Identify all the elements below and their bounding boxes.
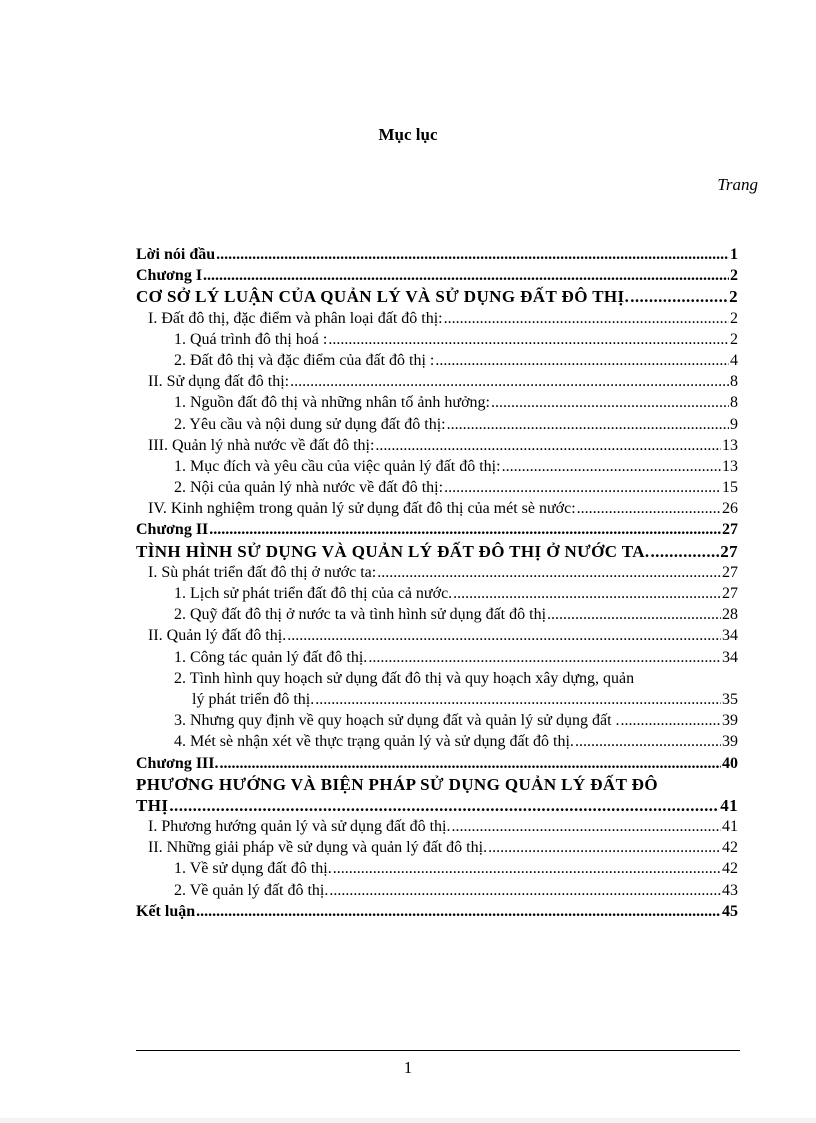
page-number: 1 <box>403 1058 413 1077</box>
toc-entry-chapter-3-title-continued[interactable] <box>136 795 738 816</box>
dot-leader <box>287 625 721 646</box>
toc-entry-subsection[interactable] <box>136 392 738 413</box>
toc-entry-label: 2. Yêu cầu và nội dung sử dụng đất đô thị: <box>174 415 446 433</box>
toc-entry-intro[interactable] <box>136 244 738 265</box>
dot-leader <box>328 329 729 350</box>
dot-leader <box>209 519 721 540</box>
toc-entry-page: 43 <box>722 881 738 899</box>
toc-entry-subsection[interactable] <box>136 668 738 689</box>
toc-entry-label: 4. Mét sè nhận xét về thực trạng quản lý và sử dụng đất đô thị. <box>174 733 574 751</box>
dot-leader <box>447 414 729 435</box>
dot-leader <box>621 710 721 731</box>
dot-leader <box>547 604 721 625</box>
toc-entry-page: 34 <box>722 627 738 645</box>
toc-entry-page: 42 <box>722 860 738 878</box>
toc-entry-conclusion[interactable] <box>136 901 738 922</box>
dot-leader <box>375 435 721 456</box>
toc-entry-page: 27 <box>720 541 738 561</box>
toc-entry-label: 1. Nguồn đất đô thị và những nhân tố ảnh hưởng: <box>174 394 490 412</box>
toc-entry-label: Chương III. <box>136 754 219 772</box>
dot-leader <box>444 477 721 498</box>
toc-entry-page: 27 <box>722 521 738 539</box>
dot-leader <box>630 286 728 307</box>
dot-leader <box>196 901 721 922</box>
toc-entry-label: 2. Nội của quản lý nhà nước về đất đô thị: <box>174 479 444 497</box>
toc-entry-subsection[interactable] <box>136 731 738 752</box>
toc-entry-page: 41 <box>722 818 738 836</box>
toc-entry-page: 42 <box>722 839 738 857</box>
toc-entry-page: 26 <box>722 500 738 518</box>
toc-entry-page: 2 <box>730 309 738 327</box>
toc-entry-label: II. Quản lý đất đô thị. <box>148 627 287 645</box>
footer-divider <box>136 1050 740 1051</box>
toc-entry-section[interactable] <box>136 371 738 392</box>
toc-entry-label: II. Những giải pháp về sử dụng và quản lý đất đô thị. <box>148 839 488 857</box>
toc-entry-section[interactable] <box>136 625 738 646</box>
toc-entry-label: 2. Đất đô thị và đặc điểm của đất đô thị : <box>174 351 435 369</box>
dot-leader <box>435 350 729 371</box>
page-column-label: Trang <box>717 175 758 194</box>
toc-entry-page: 15 <box>722 479 738 497</box>
toc-entry-subsection[interactable] <box>136 604 738 625</box>
dot-leader <box>651 541 720 562</box>
dot-leader <box>169 795 719 816</box>
page-title: Mục lục <box>378 125 438 144</box>
toc-entry-label: CƠ SỞ LÝ LUẬN CỦA QUẢN LÝ VÀ SỬ DỤNG ĐẤT ĐÔ THỊ. <box>136 287 630 307</box>
toc-entry-subsection[interactable] <box>136 414 738 435</box>
page-bottom-edge <box>0 1118 816 1123</box>
dot-leader <box>491 392 729 413</box>
toc-entry-subsection[interactable] <box>136 858 738 879</box>
toc-entry-page: 2 <box>730 267 738 285</box>
table-of-contents <box>136 244 738 922</box>
toc-entry-page: 41 <box>720 795 738 815</box>
toc-entry-subsection[interactable] <box>136 583 738 604</box>
toc-entry-page: 1 <box>730 246 738 263</box>
toc-entry-chapter-1[interactable] <box>136 265 738 286</box>
toc-entry-section[interactable] <box>136 562 738 583</box>
toc-entry-chapter-3[interactable] <box>136 753 738 774</box>
toc-entry-label: IV. Kinh nghiệm trong quản lý sử dụng đất đô thị của mét sè nước: <box>148 500 576 518</box>
toc-entry-subsection[interactable] <box>136 350 738 371</box>
dot-leader <box>203 265 729 286</box>
toc-entry-page: 39 <box>722 712 738 730</box>
toc-entry-page: 8 <box>730 373 738 391</box>
dot-leader <box>315 689 721 710</box>
toc-entry-subsection[interactable] <box>136 329 738 350</box>
toc-entry-label: II. Sử dụng đất đô thị: <box>148 373 290 391</box>
dot-leader <box>368 647 721 668</box>
toc-entry-label: 2. Quỹ đất đô thị ở nước ta và tình hình sử dụng đất đô thị <box>174 606 547 624</box>
toc-entry-chapter-3-title[interactable] <box>136 774 738 795</box>
toc-entry-page: 40 <box>722 754 738 772</box>
dot-leader <box>377 562 721 583</box>
toc-entry-page: 39 <box>722 733 738 751</box>
toc-entry-label: PHƯƠNG HƯỚNG VÀ BIỆN PHÁP SỬ DỤNG QUẢN LÝ ĐẤT ĐÔ <box>136 774 658 794</box>
dot-leader <box>444 308 729 329</box>
toc-entry-page: 8 <box>730 394 738 412</box>
toc-entry-subsection[interactable] <box>136 880 738 901</box>
toc-entry-label: 2. Về quản lý đất đô thị. <box>174 881 329 899</box>
toc-entry-section[interactable] <box>136 435 738 456</box>
toc-entry-label: 1. Công tác quản lý đất đô thị. <box>174 648 368 666</box>
dot-leader <box>290 371 729 392</box>
dot-leader <box>451 816 721 837</box>
dot-leader <box>575 731 721 752</box>
dot-leader <box>220 753 722 774</box>
toc-entry-chapter-2[interactable] <box>136 519 738 540</box>
toc-entry-subsection[interactable] <box>136 477 738 498</box>
dot-leader <box>453 583 721 604</box>
toc-entry-label: lý phát triển đô thị. <box>192 690 315 708</box>
toc-entry-label: Kết luận <box>136 902 196 920</box>
toc-entry-page: 2 <box>730 330 738 348</box>
toc-entry-section[interactable] <box>136 308 738 329</box>
dot-leader <box>488 837 721 858</box>
toc-entry-label: Chương I <box>136 267 203 285</box>
toc-entry-label: THỊ <box>136 795 169 815</box>
toc-entry-label: TÌNH HÌNH SỬ DỤNG VÀ QUẢN LÝ ĐẤT ĐÔ THỊ Ở NƯỚC TA. <box>136 541 650 561</box>
toc-entry-page: 27 <box>722 563 738 581</box>
toc-entry-label: 1. Về sử dụng đất đô thị. <box>174 860 332 878</box>
toc-entry-label: Lời nói đầu <box>136 246 216 263</box>
toc-entry-label: 2. Tình hình quy hoạch sử dụng đất đô thị và quy hoạch xây dựng, quản <box>174 669 635 687</box>
toc-entry-page: 35 <box>722 690 738 708</box>
toc-entry-page: 13 <box>722 457 738 475</box>
toc-entry-page: 2 <box>729 287 738 307</box>
dot-leader <box>333 858 721 879</box>
toc-entry-section[interactable] <box>136 837 738 858</box>
toc-entry-page: 27 <box>722 585 738 602</box>
dot-leader <box>577 498 721 519</box>
toc-entry-subsection[interactable] <box>136 710 738 731</box>
dot-leader <box>216 244 729 265</box>
toc-entry-label: 1. Quá trình đô thị hoá : <box>174 330 328 348</box>
toc-entry-label: Chương II <box>136 521 209 539</box>
toc-entry-label: 1. Mục đích và yêu cầu của việc quản lý đất đô thị: <box>174 457 501 475</box>
toc-entry-chapter-2-title[interactable] <box>136 541 738 562</box>
toc-entry-page: 28 <box>722 606 738 624</box>
toc-entry-section[interactable] <box>136 498 738 519</box>
toc-entry-page: 34 <box>722 648 738 666</box>
toc-entry-label: 3. Nhưng quy định về quy hoạch sử dụng đất và quản lý sử dụng đất . <box>174 712 620 730</box>
toc-entry-page: 45 <box>722 902 738 920</box>
toc-entry-label: III. Quản lý nhà nước về đất đô thị: <box>148 436 375 454</box>
toc-entry-subsection-continued[interactable] <box>136 689 738 710</box>
toc-entry-section[interactable] <box>136 816 738 837</box>
toc-entry-label: I. Phương hướng quản lý và sử dụng đất đô thị. <box>148 818 451 836</box>
toc-entry-label: I. Đất đô thị, đặc điểm và phân loại đất đô thị: <box>148 309 443 327</box>
toc-entry-label: 1. Lịch sử phát triển đất đô thị của cả nước. <box>174 585 453 602</box>
toc-entry-page: 9 <box>730 415 738 433</box>
toc-entry-page: 13 <box>722 436 738 454</box>
dot-leader <box>329 880 721 901</box>
dot-leader <box>502 456 721 477</box>
toc-entry-label: I. Sù phát triển đất đô thị ở nước ta: <box>148 563 377 581</box>
toc-entry-page: 4 <box>730 351 738 369</box>
toc-entry-subsection[interactable] <box>136 456 738 477</box>
toc-entry-subsection[interactable] <box>136 647 738 668</box>
toc-entry-chapter-1-title[interactable] <box>136 286 738 307</box>
